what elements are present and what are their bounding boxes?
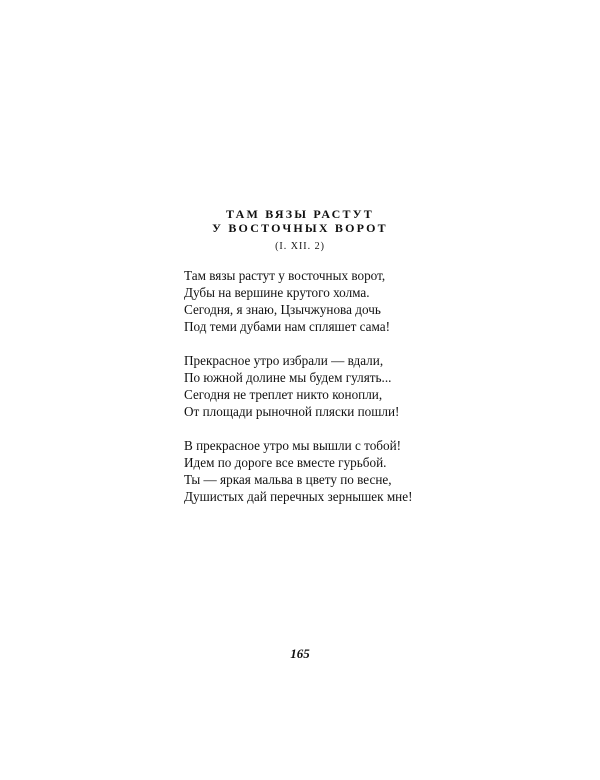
poem-line: Прекрасное утро избрали — вдали, [184, 353, 384, 368]
poem-date: (I. XII. 2) [275, 241, 325, 252]
poem-line: От площади рыночной пляски пошли! [184, 404, 400, 419]
poem-line: Дубы на вершине крутого холма. [184, 285, 370, 300]
poem-line: Сегодня, я знаю, Цзычжунова дочь [184, 302, 381, 317]
poem-title-line-2: У ВОСТОЧНЫХ ВОРОТ [212, 221, 388, 235]
poem-line: По южной долине мы будем гулять... [184, 370, 392, 385]
poem-line: Под теми дубами нам спляшет сама! [184, 319, 390, 334]
stanza-1 [184, 267, 444, 335]
poem-line: В прекрасное утро мы вышли с тобой! [184, 438, 402, 453]
stanza-2 [184, 352, 444, 420]
poem-line: Там вязы растут у восточных ворот, [184, 268, 386, 283]
poem-title-line-1: ТАМ ВЯЗЫ РАСТУТ [226, 207, 374, 221]
poem-line: Душистых дай перечных зернышек мне! [184, 489, 413, 504]
poem-line: Идем по дороге все вместе гурьбой. [184, 455, 387, 470]
poem-body [184, 267, 444, 522]
poem-line: Сегодня не треплет никто конопли, [184, 387, 383, 402]
poem-line: Ты — яркая мальва в цвету по весне, [184, 472, 392, 487]
stanza-3 [184, 437, 444, 505]
page-number: 165 [290, 646, 310, 661]
